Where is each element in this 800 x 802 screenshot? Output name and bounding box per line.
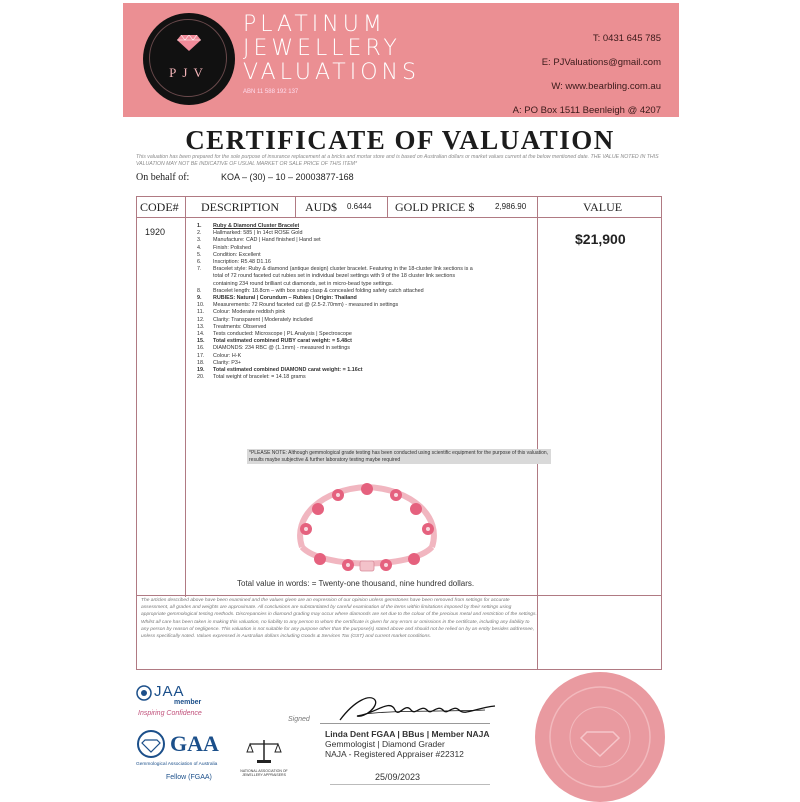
- naja-logo: [238, 738, 290, 786]
- item-number: 20.: [197, 374, 205, 381]
- item-text: Colour: Moderate reddish pink: [213, 309, 286, 316]
- item-text: Hallmarked: 585 | In 14ct ROSE Gold: [213, 230, 303, 237]
- appraiser-details: [325, 729, 490, 759]
- item-text: Total estimated combined RUBY carat weight: = 5.48ct: [213, 338, 352, 345]
- website-text: W: www.bearbling.com.au: [551, 81, 661, 92]
- description-item: [197, 367, 557, 374]
- aud-rate: 0.6444: [347, 202, 372, 211]
- item-number: 5.: [197, 251, 202, 258]
- abn-number: ABN 11 588 192 137: [243, 89, 299, 95]
- scales-icon: [246, 738, 282, 764]
- description-item: [197, 302, 557, 309]
- bracelet-photo: [282, 477, 452, 577]
- terms-and-conditions: The articles described above have been examined and the values given are an expression of our opinion unless gemstones have been removed from settings for accurate assessment, all grades and weights are approximate. All conclusions are substantiated by careful examination of the items within limitations imposed by their settings using appropriate gemmological testing methods. Discrepancies in diamond grading may occur where diamonds are set due to the colour of the precious metal and restriction of the settings. Whilst all care has been taken in making this valuation, no liability to any person to whom the certificate is given for any errors or omissions in the certificate, including any liability to any person by reason of negligence. This valuation is not suitable for any purpose other than the purpose(s) stated above and should not be relied on by an entity besides addressee, unless specifically noted. Values expressed in Australian dollars including Goods & Services Tax (GST) and current market conditions.: [141, 598, 537, 640]
- description-item: [197, 288, 557, 295]
- certificate-page: [120, 0, 680, 800]
- handwritten-signature: [335, 690, 500, 726]
- testing-note: *PLEASE NOTE: Although gemmological grade testing has been conducted using scientific equipment for the purpose of this valuation, results maybe subjective & further laboratory testing maybe required: [247, 449, 551, 464]
- item-number: 13.: [197, 323, 205, 330]
- item-text: Colour: H-K: [213, 352, 242, 359]
- item-text: Treatments: Observed: [213, 323, 267, 330]
- item-number: 8.: [197, 287, 202, 294]
- item-number: 12.: [197, 316, 205, 323]
- item-text: Manufacture: CAD | Hand finished | Hand set: [213, 237, 321, 244]
- description-item: [197, 259, 557, 266]
- signature-line: [320, 723, 490, 724]
- gold-price: 2,986.90: [495, 202, 527, 211]
- jaa-member-logo: [136, 683, 206, 721]
- on-behalf-label: On behalf of:: [136, 172, 190, 183]
- item-number: 7.: [197, 266, 202, 273]
- description-item: [197, 223, 557, 230]
- item-number: 15.: [197, 338, 205, 345]
- address-text: A: PO Box 1511 Beenleigh @ 4207: [512, 105, 661, 116]
- description-item: [197, 353, 557, 360]
- gaa-full-name: Gemmological Association of Australia: [136, 762, 218, 767]
- item-text: Measurements: 72 Round faceted cut @ (2.5-2.70mm) - measured in settings: [213, 302, 399, 309]
- gaa-diamond-icon: [136, 729, 166, 759]
- column-divider: [387, 197, 388, 217]
- header-gold-price: GOLD PRICE $: [395, 200, 475, 214]
- item-number: 9.: [197, 295, 202, 302]
- column-divider: [295, 197, 296, 217]
- jaa-name: JAA: [154, 683, 185, 700]
- phone-text: T: 0431 645 785: [592, 33, 661, 44]
- item-text: Tests conducted: Microscope | PL Analysis | Spectroscope: [213, 331, 352, 338]
- header-code: CODE#: [140, 200, 179, 214]
- item-text: Condition: Excellent: [213, 251, 261, 258]
- item-number: 6.: [197, 259, 202, 266]
- item-number: 17.: [197, 352, 205, 359]
- appraiser-name: Linda Dent FGAA | BBus | Member NAJA: [325, 729, 490, 739]
- item-number: 16.: [197, 345, 205, 352]
- description-item: [197, 309, 557, 316]
- client-reference: KOA – (30) – 10 – 20003877-168: [221, 172, 354, 182]
- description-item: [197, 324, 557, 331]
- valuation-date: 25/09/2023: [375, 772, 421, 782]
- gaa-name: GAA: [170, 731, 219, 756]
- item-code: 1920: [145, 227, 166, 237]
- item-number: 18.: [197, 359, 205, 366]
- item-text: DIAMONDS: 234 RBC @ (1.1mm) - measured in settings: [213, 345, 350, 352]
- item-text: Total estimated combined DIAMOND carat weight: = 1.16ct: [213, 367, 363, 374]
- date-line: [330, 784, 490, 785]
- contact-details: [513, 27, 661, 123]
- gaa-logo: [136, 729, 236, 789]
- item-number: 10.: [197, 302, 205, 309]
- email-text: E: PJValuations@gmail.com: [541, 57, 661, 68]
- description-item: [197, 252, 557, 259]
- item-text: Finish: Polished: [213, 244, 252, 251]
- item-number: 19.: [197, 367, 205, 374]
- item-text: Bracelet style: Ruby & diamond (antique design) cluster bracelet. Featuring in the 18-cluster link sections is a: [213, 266, 473, 273]
- item-number: 4.: [197, 244, 202, 251]
- item-value: $21,900: [575, 231, 626, 247]
- embossed-seal: [535, 672, 665, 802]
- item-description-list: [197, 223, 557, 381]
- description-item: [197, 295, 557, 302]
- page-title: CERTIFICATE OF VALUATION: [185, 125, 615, 155]
- on-behalf-of: [136, 172, 354, 183]
- description-item: [197, 230, 557, 237]
- item-text: RUBIES: Natural | Corundum – Rubies | Origin: Thailand: [213, 295, 357, 302]
- description-item: [197, 345, 557, 352]
- item-number: 1.: [197, 223, 202, 229]
- item-number: [197, 273, 213, 280]
- item-text: Ruby & Diamond Cluster Bracelet: [213, 223, 300, 229]
- item-number: 14.: [197, 331, 205, 338]
- description-item: [197, 317, 557, 324]
- description-item: [197, 266, 557, 273]
- item-number: 11.: [197, 309, 205, 316]
- jaa-emblem-icon: [136, 685, 152, 701]
- gaa-fellow: Fellow (FGAA): [166, 774, 212, 781]
- appraiser-registration: NAJA - Registered Appraiser #22312: [325, 749, 464, 759]
- header-description: DESCRIPTION: [201, 200, 280, 214]
- logo-ring: [149, 19, 227, 97]
- item-text: total of 72 round faceted cut rubies set in individual bezel settings with 9 of the 18 cluster link sections: [213, 273, 456, 280]
- description-item: [197, 360, 557, 367]
- logo-monogram: PJV: [169, 65, 209, 80]
- item-text: Total weight of bracelet: = 14.18 grams: [213, 374, 306, 381]
- item-number: 3.: [197, 237, 202, 244]
- item-text: Inscription: R5.48 D1.16: [213, 259, 271, 266]
- appraiser-role: Gemmologist | Diamond Grader: [325, 739, 445, 749]
- item-text: containing 234 round brilliant cut diamonds, set in micro-bead type settings.: [213, 280, 394, 287]
- pjv-logo: [143, 13, 235, 105]
- value-in-words: Total value in words: = Twenty-one thousand, nine hundred dollars.: [237, 579, 475, 588]
- valuation-disclaimer: This valuation has been prepared for the sole purpose of insurance replacement at a bricks and mortar store and is based on Australian dollars or market values current at the below mentioned date. THE VALUE NOTED IN THIS VALUATION MAY NOT BE INDICATIVE OF USUAL MARKET OR SALE PRICE OF THIS ITEM*: [136, 154, 659, 167]
- gem-icon: [177, 35, 201, 51]
- description-item: [197, 237, 557, 244]
- brand-name: [243, 13, 420, 85]
- item-number: [197, 281, 213, 288]
- column-divider: [185, 197, 186, 597]
- item-text: Bracelet length: 18.8cm – with box snap clasp & concealed folding safety catch attached: [213, 287, 424, 294]
- brand-line: JEWELLERY: [243, 36, 401, 61]
- description-item: [197, 374, 557, 381]
- description-item: [197, 281, 557, 288]
- item-text: Clarity: P3+: [213, 359, 242, 366]
- description-item: [197, 245, 557, 252]
- item-text: Clarity: Transparent | Moderately included: [213, 316, 313, 323]
- letterhead: [123, 3, 679, 117]
- naja-caption: NATIONAL ASSOCIATION OF JEWELLERY APPRAISERS: [240, 769, 288, 777]
- signed-label: Signed: [288, 716, 310, 723]
- jaa-member: member: [174, 699, 202, 706]
- item-number: 2.: [197, 230, 202, 237]
- description-item: [197, 338, 557, 345]
- header-aud: AUD$: [305, 200, 337, 214]
- row-divider: [137, 595, 661, 596]
- valuation-table: [136, 196, 662, 670]
- brand-line: PLATINUM: [243, 12, 386, 37]
- description-item: [197, 331, 557, 338]
- header-value: VALUE: [583, 200, 623, 214]
- description-item: [197, 273, 557, 280]
- jaa-tagline: Inspiring Confidence: [138, 710, 202, 717]
- brand-line: VALUATIONS: [243, 60, 420, 85]
- table-header: [137, 197, 661, 218]
